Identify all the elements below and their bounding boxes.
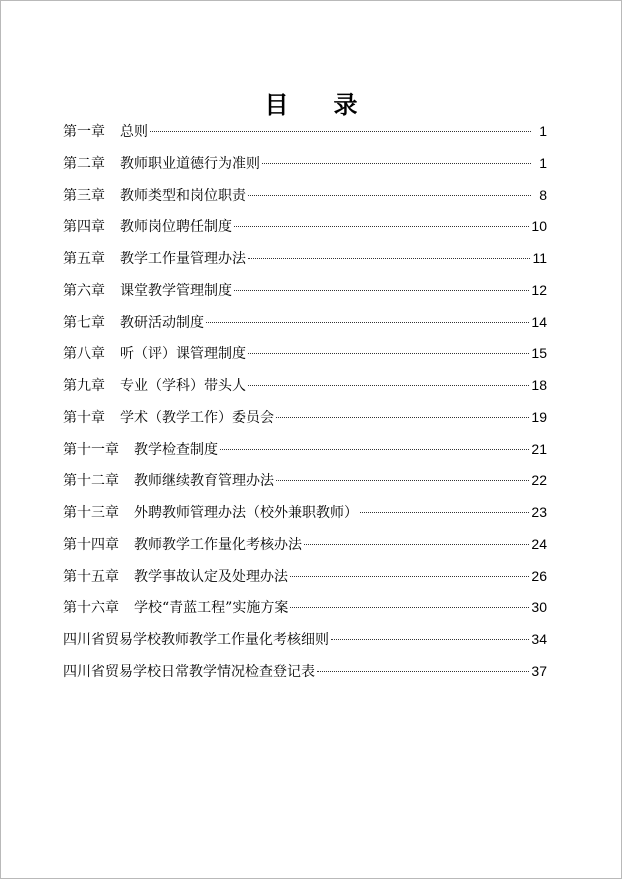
- toc-page-number: 15: [531, 345, 547, 362]
- toc-entry[interactable]: [63, 627, 547, 659]
- toc-page-number: 8: [539, 186, 547, 203]
- toc-page-number: 12: [531, 281, 547, 298]
- toc-entry[interactable]: [63, 468, 547, 500]
- toc-entry[interactable]: [63, 341, 547, 373]
- toc-dot-leader: [220, 449, 529, 450]
- toc-entry[interactable]: [63, 214, 547, 246]
- toc-title: 教学事故认定及处理办法: [134, 568, 288, 585]
- toc-entry[interactable]: [63, 532, 547, 564]
- toc-page-number: 18: [531, 377, 547, 393]
- toc-entry[interactable]: [63, 564, 547, 596]
- toc-dot-leader: [276, 417, 529, 418]
- toc-entry[interactable]: [63, 437, 547, 469]
- toc-dot-leader: [290, 576, 529, 577]
- toc-dot-leader: [360, 512, 529, 513]
- toc-chapter-number: 第二章: [63, 155, 105, 172]
- toc-page-number: 34: [531, 631, 547, 647]
- toc-entry[interactable]: [63, 151, 547, 183]
- toc-page-number: 22: [531, 472, 547, 489]
- toc-dot-leader: [290, 607, 529, 608]
- toc-chapter-number: 第十六章: [63, 600, 119, 617]
- toc-dot-leader: [248, 385, 529, 386]
- toc-chapter-number: 第八章: [63, 346, 105, 363]
- toc-title: 教师教学工作量化考核办法: [134, 536, 302, 553]
- toc-dot-leader: [234, 226, 529, 227]
- toc-page-number: 1: [539, 154, 547, 171]
- toc-title: 学术（教学工作）委员会: [120, 409, 274, 426]
- toc-entry[interactable]: [63, 373, 547, 405]
- toc-dot-leader: [206, 322, 529, 323]
- toc-chapter-number: 第一章: [63, 124, 105, 140]
- toc-page-number: 23: [531, 504, 547, 520]
- toc-title: 教师继续教育管理办法: [134, 473, 274, 490]
- toc-chapter-number: 第十四章: [63, 536, 119, 553]
- toc-entry[interactable]: [63, 405, 547, 437]
- toc-title: 四川省贸易学校日常教学情况检查登记表: [63, 663, 315, 680]
- toc-chapter-number: 第十五章: [63, 568, 119, 585]
- toc-entry[interactable]: [63, 278, 547, 310]
- toc-title: 教师类型和岗位职责: [120, 187, 246, 204]
- toc-entry[interactable]: [63, 500, 547, 532]
- toc-dot-leader: [276, 480, 529, 481]
- toc-entry[interactable]: [63, 659, 547, 691]
- toc-title: 教学检查制度: [134, 441, 218, 458]
- toc-page-number: 24: [531, 535, 547, 552]
- toc-chapter-number: 第七章: [63, 314, 105, 331]
- toc-title: 教师岗位聘任制度: [120, 219, 232, 236]
- table-of-contents: [63, 119, 547, 691]
- toc-title: 教研活动制度: [120, 314, 204, 331]
- toc-chapter-number: 第六章: [63, 282, 105, 299]
- toc-page-number: 11: [532, 250, 547, 266]
- toc-dot-leader: [317, 671, 529, 672]
- toc-page-number: 19: [531, 408, 547, 425]
- toc-title: 学校“青蓝工程”实施方案: [134, 600, 289, 617]
- toc-dot-leader: [150, 131, 531, 132]
- toc-dot-leader: [248, 353, 529, 354]
- toc-entry[interactable]: [63, 183, 547, 215]
- toc-page-number: 21: [531, 440, 547, 457]
- toc-chapter-number: 第三章: [63, 187, 105, 204]
- toc-dot-leader: [248, 258, 530, 259]
- toc-page-number: 30: [531, 599, 547, 616]
- toc-title: 总则: [120, 124, 148, 140]
- toc-entry[interactable]: [63, 595, 547, 627]
- toc-entry[interactable]: [63, 246, 547, 278]
- toc-entry[interactable]: [63, 119, 547, 151]
- toc-title: 课堂教学管理制度: [120, 282, 232, 299]
- toc-entry[interactable]: [63, 310, 547, 342]
- toc-chapter-number: 第四章: [63, 219, 105, 236]
- toc-page-number: 10: [531, 218, 547, 235]
- toc-title: 教师职业道德行为准则: [120, 155, 260, 172]
- toc-page-number: 26: [531, 567, 547, 584]
- page-title: 目录: [264, 91, 403, 119]
- toc-chapter-number: 第十一章: [63, 441, 119, 458]
- toc-dot-leader: [234, 290, 529, 291]
- toc-page-number: 37: [531, 662, 547, 679]
- toc-dot-leader: [331, 639, 529, 640]
- toc-chapter-number: 第十章: [63, 409, 105, 426]
- toc-title: 四川省贸易学校教师教学工作量化考核细则: [63, 632, 329, 648]
- toc-page-number: 1: [539, 123, 547, 139]
- toc-chapter-number: 第九章: [63, 378, 105, 394]
- toc-title: 专业（学科）带头人: [120, 378, 246, 394]
- toc-dot-leader: [262, 163, 531, 164]
- toc-dot-leader: [248, 195, 531, 196]
- toc-dot-leader: [304, 544, 529, 545]
- toc-title: 听（评）课管理制度: [120, 346, 246, 363]
- toc-chapter-number: 第十二章: [63, 473, 119, 490]
- toc-title: 教学工作量管理办法: [120, 251, 246, 267]
- toc-chapter-number: 第十三章: [63, 505, 119, 521]
- toc-title: 外聘教师管理办法（校外兼职教师）: [134, 505, 358, 521]
- toc-page-number: 14: [531, 313, 547, 330]
- toc-chapter-number: 第五章: [63, 251, 105, 267]
